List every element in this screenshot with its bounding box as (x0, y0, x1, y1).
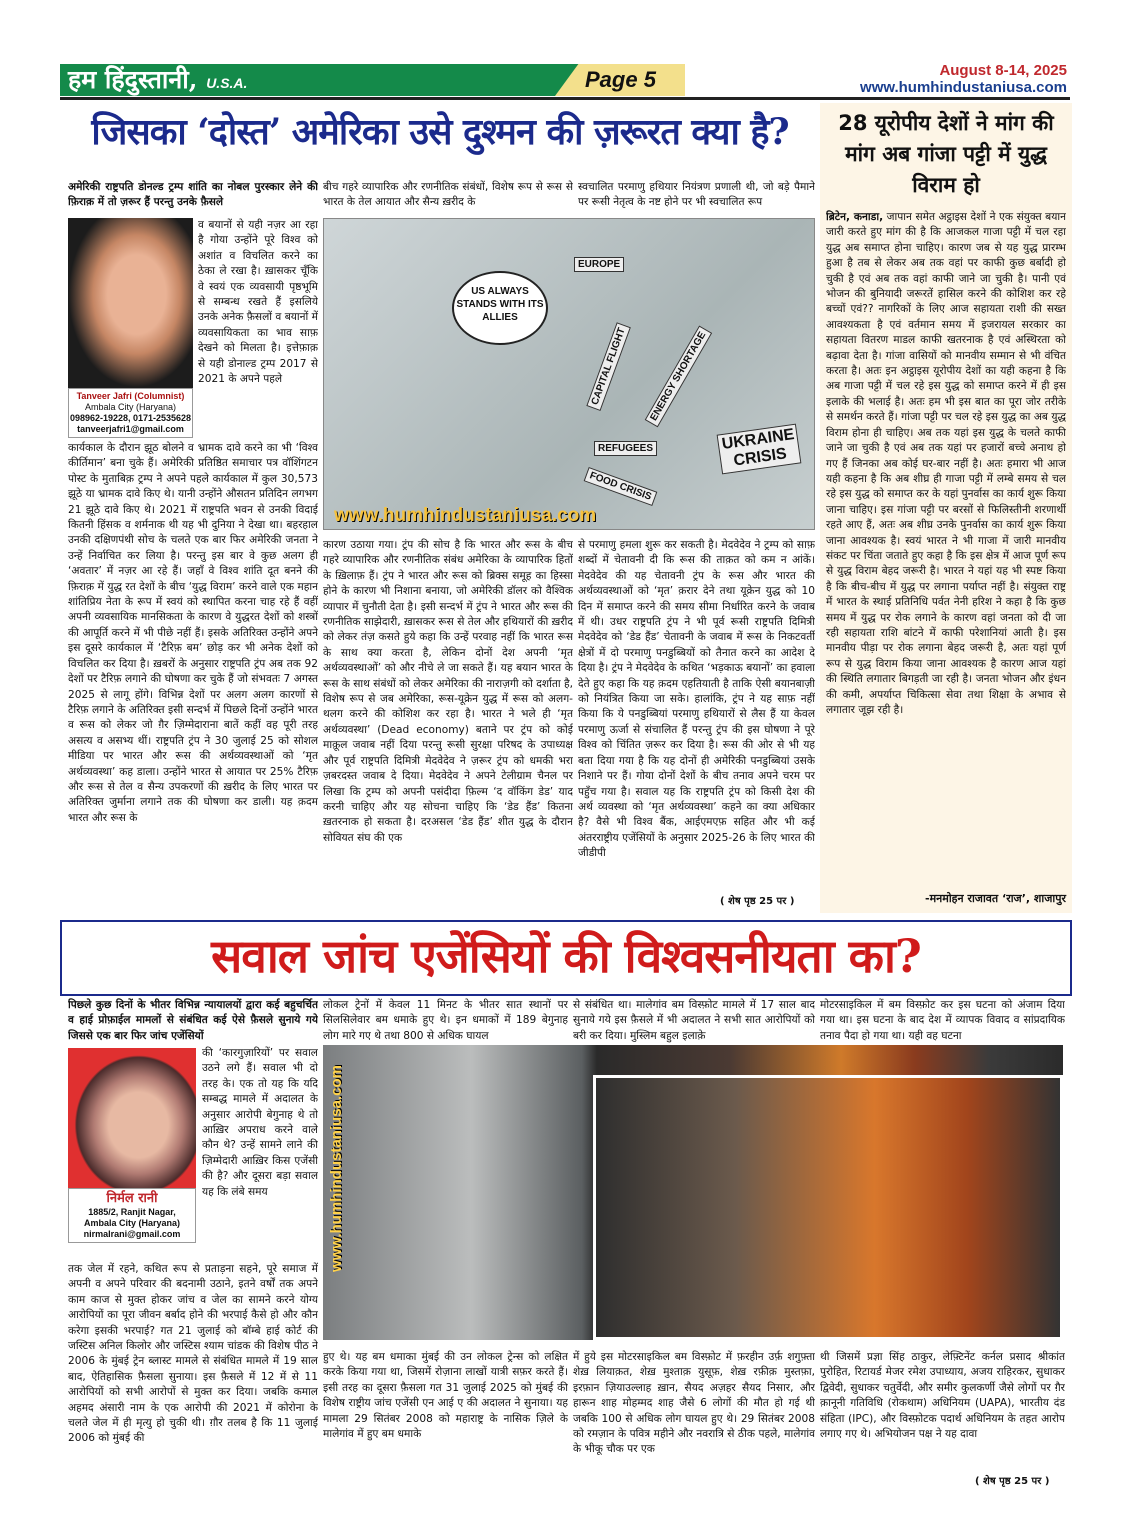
author-caption (68, 388, 193, 438)
author-photo (68, 1048, 196, 1188)
article2-col1-side: की ‘कारगुज़ारियों’ पर सवाल उठने लगे हैं। सवाल भी दो तरह के। एक तो यह कि यदि सम्बद्ध मामले में अदालत के अनुसार आरोपी बेगुनाह थे तो आख़िर अपराध करने वाले कौन थे? उन्हें सामने लाने की ज़िम्मेदारी आख़िर किस एजेंसी की है? और दूसरा बड़ा सवाल यह कि लंबे समय (202, 1047, 318, 1198)
author-name: निर्मल रानी (106, 1191, 158, 1206)
article2-continued: ( शेष पृष्ठ 25 पर ) (975, 1476, 1050, 1487)
author-city: Ambala City (Haryana) (84, 402, 177, 412)
author-email: tanveerjafri1@gmail.com (77, 424, 184, 434)
issue-date: August 8-14, 2025 (939, 62, 1067, 79)
article1-col1-side: व बयानों से यही नज़र आ रहा है गोया उन्होंने पूरे विश्व को अशांत व विचलित करने का ठेका ले रखा है। ख़ासकर चूँकि वे स्वयं एक व्यवसायी पृष्ठभूमि से सम्बन्ध रखते हैं इसलिये उनके अनेक फ़ैसलों व बयानों में व्यवसायिकता का भाव साफ़ देखने को मिलता है। इत्तेफ़ाक़ से यही डोनाल्ड ट्रम्प 2017 से 2021 के अपने पहले (198, 219, 318, 386)
cartoon-label: REFUGEES (594, 441, 657, 456)
article2-col3-top: से संबंधित था। मालेगांव बम विस्फ़ोट मामले में 17 साल बाद सुनाये गये इस फ़ैसले में भी अदालत ने सभी सात आरोपियों को बरी कर दिया। मुस्लिम बहुल इलाक़े (573, 999, 815, 1042)
article1-col1-top: अमेरिकी राष्ट्रपति डोनल्ड ट्रम्प शांति का नोबल पुरस्कार लेने की फ़िराक़ में तो ज़रूर हैं परन्तु उनके फ़ैसले (68, 181, 318, 209)
cartoon-label: ENERGY SHORTAGE (645, 326, 712, 428)
author-address: 1885/2, Ranjit Nagar, (88, 1207, 176, 1217)
newspaper-title: हम हिंदुस्तानी, U.S.A. (68, 65, 248, 94)
cartoon-label: CAPITAL FLIGHT (586, 322, 631, 411)
page-number: Page 5 (585, 67, 656, 92)
sidebar-signature: -मनमोहन राजावत ‘राज’, शाजापुर (925, 892, 1066, 905)
article2-col2-body: हुए थे। यह बम धमाका मुंबई की उन लोकल ट्रेन्स को लक्षित करके किया गया था, जिसमें रोज़ाना लाखों यात्री सफ़र करते हैं। इसी तरह का दूसरा फ़ैसला गत 31 जुलाई 2025 को मुंबई की विशेष राष्ट्रीय जांच एजेंसी एन आई ए की अदालत ने सुनाया। यह मामला 29 सितंबर 2008 को महाराष्ट्र के नासिक ज़िले के मालेगांव में हुए बम धमाके (323, 1351, 568, 1441)
article2-col3-body: में हुये इस मोटरसाइकिल बम विस्फ़ोट में फ़रहीन उर्फ़ शगुफ़्ता शेख़ लियाक़त, शेख़ मुश्ताक़ युसूफ़, शेख़ रफ़ीक़ मुस्तफ़ा, इरफ़ान ज़ियाउल्लाह ख़ान, सैयद अज़हर सैयद निसार, और हारून शाह मोहम्मद शाह जैसे 6 लोगों की मौत हो गई थी जबकि 100 से अधिक लोग घायल हुए थे। 29 सितंबर 2008 को रमज़ान के पवित्र महीने और नवरात्रि से ठीक पहले, मालेगांव के भीकू चौक पर एक (573, 1351, 815, 1456)
author-photo (68, 218, 193, 388)
header-divider (60, 97, 1070, 100)
author-caption (68, 1188, 196, 1243)
author-phone: 098962-19228, 0171-2535628 (69, 413, 192, 423)
website-link[interactable]: www.humhindustaniusa.com (860, 79, 1067, 96)
article1-col1-body: कार्यकाल के दौरान झूठ बोलने व भ्रामक दावे करने का भी ‘विश्व कीर्तिमान’ बना चुके हैं। अमेरिकी प्रतिष्ठित समाचार पत्र वॉशिंगटन पोस्ट के मुताबिक़ ट्रम्प ने अपने पहले कार्यकाल में कुल 30,573 झूठे या भ्रामक दावे किए थे। यानी उन्होंने औसतन प्रतिदिन लगभग 21 झूठे दावे किए थे। 2021 में राष्ट्रपति भवन से उनकी विदाई कितनी हिंसक व शर्मनाक थी यह भी दुनिया ने देखा था। बहरहाल उनकी दक्षिणपंथी सोच के चलते एक बार फिर अमेरिकी जनता ने उन्हें निर्वाचित कर लिया है। परन्तु इस बार वे कुछ अलग ही ‘अवतार’ में नज़र आ रहे हैं। जहाँ वे विश्व शांति दूत बनने की फ़िराक़ में युद्ध रत देशों के बीच ‘युद्ध विराम’ करने वाले एक महान शांतिप्रिय नेता के रूप में स्वयं को स्थापित करना चाह रहे हैं वहीं अपनी व्यवसायिक मानसिकता के कारण वे युद्धरत देशों को शस्त्रों की आपूर्ति करने में भी पीछे नहीं हैं। इसके अतिरिक्त उन्होंने अपने इस दूसरे कार्यकाल में ‘टैरिफ़ बम’ छोड़ कर भी अनेक देशों को विचलित कर दिया है। ख़बरों के अनुसार राष्ट्रपति ट्रंप अब तक 92 देशों पर टैरिफ़ लगाने की घोषणा कर चुके हैं जो संभवतः 7 अगस्त 2025 से लागू होंगे। विभिन्न देशों पर अलग अलग कारणों से टैरिफ़ लगाने के अतिरिक्त इसी सन्दर्भ में पिछले दिनों उन्होंने भारत व रूस को लेकर जो ग़ैर ज़िम्मेदाराना बातें कहीं वह पूरी तरह असत्य व असभ्य थीं। राष्ट्रपति ट्रंप ने 30 जुलाई 25 को सोशल मीडिया पर भारत और रूस की अर्थव्यवस्थाओं को ‘मृत अर्थव्यवस्था’ कह डाला। उन्होंने भारत से आयात पर 25% टैरिफ़ और रूस से तेल व सैन्य उपकरणों की ख़रीद के लिए भारत पर अतिरिक्त जुर्माना लगाने तक की घोषणा कर डाली। यह क़दम भारत और रूस के (68, 442, 318, 824)
article2-headline: सवाल जांच एजेंसियों की विश्वसनीयता का? (211, 929, 921, 983)
author-name: Tanveer Jafri (Columnist) (76, 391, 185, 401)
article2-col2-top: लोकल ट्रेनों में केवल 11 मिनट के भीतर सात स्थानों पर सिलसिलेवार बम धमाके हुए थे। इन धमाकों में 189 बेगुनाह लोग मारे गए थे तथा 800 से अधिक घायल (323, 999, 568, 1042)
article1-col2-top: बीच गहरे व्यापारिक और रणनीतिक संबंधों, विशेष रूप से रूस से भारत के तेल आयात और सैन्य ख़रीद के (323, 181, 573, 209)
article2-col1-top: पिछले कुछ दिनों के भीतर विभिन्न न्यायालयों द्वारा कई बहुचर्चित व हाई प्रोफ़ाईल मामलों से संबंधित कई ऐसे फ़ैसले सुनाये गये जिससे एक बार फिर जांच एजेंसियों (68, 999, 318, 1042)
cartoon-speech-bubble: US ALWAYS STANDS WITH ITS ALLIES (452, 271, 548, 345)
inset-photo (593, 1075, 1063, 1340)
cartoon-watermark: www.humhindustaniusa.com (334, 505, 597, 526)
cartoon-label: UKRAINE CRISIS (717, 424, 802, 475)
article2-col4-body: थी जिसमें प्रज्ञा सिंह ठाकुर, लेफ़्टिनेंट कर्नल प्रसाद श्रीकांत पुरोहित, रिटायर्ड मेजर रमेश उपाध्याय, अजय राहिरकर, सुधाकर द्विवेदी, सुधाकर चतुर्वेदी, और समीर कुलकर्णी जैसे लोगों पर ग़ैर क़ानूनी गतिविधि (रोकथाम) अधिनियम (UAPA), भारतीय दंड संहिता (IPC), और विस्फ़ोटक पदार्थ अधिनियम के तहत आरोप लगाए गए थे। अभियोजन पक्ष ने यह दावा (820, 1351, 1065, 1441)
article1-headline: जिसका ‘दोस्त’ अमेरिका उसे दुश्मन की ज़रूरत क्या है? (91, 111, 789, 153)
political-cartoon (323, 218, 815, 530)
article1-col2-body: कारण उठाया गया। ट्रंप की सोच है कि भारत और रूस के बीच गहरे व्यापारिक और रणनीतिक संबंध अमेरिका के व्यापारिक हितों के ख़िलाफ़ हैं। ट्रंप ने भारत और रूस को ब्रिक्स समूह का हिस्सा होने के कारण भी निशाना बनाया, जो अमेरिकी डॉलर को वैश्विक व्यापार में चुनौती देता है। इसी सन्दर्भ में ट्रंप ने भारत और रूस की रणनीतिक साझेदारी, ख़ासकर रूस से तेल और हथियारों की ख़रीद को लेकर तंज़ कसते हुये कहा कि उन्हें परवाह नहीं कि भारत रूस के साथ क्या करता है, लेकिन दोनों देश अपनी ‘मृत अर्थव्यवस्थाओं’ को और नीचे ले जा सकते हैं। यह बयान भारत के रूस के साथ संबंधों को लेकर अमेरिका की नाराज़गी को दर्शाता है, विशेष रूप से जब अमेरिका, रूस-यूक्रेन युद्ध में रूस को अलग-थलग करने की कोशिश कर रहा है। भारत ने भले ही ‘मृत अर्थव्यवस्था’ (Dead economy) बताने पर ट्रंप को कोई माक़ूल जवाब नहीं दिया परन्तु रूसी सुरक्षा परिषद के उपाध्यक्ष और पूर्व राष्ट्रपति दिमित्री मेदवेदेव ने ज़रूर ट्रंप को धमकी भरा ज़बरदस्त जवाब दे दिया। मेदवेदेव ने अपने टेलीग्राम चैनल पर लिखा कि ट्रम्प को अपनी पसंदीदा फ़िल्म ‘द वॉकिंग डेड’ याद करनी चाहिए और यह सोचना चाहिए कि ‘डेड हैंड’ कितना ख़तरनाक हो सकता है। दरअसल ‘डेड हैंड’ शीत युद्ध के दौरान सोवियत संघ की एक (323, 539, 573, 844)
article1-continued: ( शेष पृष्ठ 25 पर ) (720, 896, 795, 907)
article1-col3-top: स्वचालित परमाणु हथियार नियंत्रण प्रणाली थी, जो बड़े पैमाने पर रूसी नेतृत्व के नष्ट होने पर भी स्वचालित रूप (578, 181, 815, 209)
sidebar-headline: 28 यूरोपीय देशों ने मांग की मांग अब गांजा पट्टी में युद्ध विराम हो (838, 111, 1054, 197)
photo-watermark: www.humhindustaniusa.com (328, 1065, 345, 1272)
blast-news-photo (323, 1045, 1063, 1340)
article2-col1-body: तक जेल में रहने, कथित रूप से प्रताड़ना सहने, पूरे समाज में अपनी व अपने परिवार की बदनामी उठाने, इतने वर्षों तक अपने काम काज से मुक्त होकर जांच व जेल का सामने करने योग्य आरोपियों का पूरा जीवन बर्बाद होने की भरपाई कैसे हो और कौन करेगा इसकी भरपाई? गत 21 जुलाई को बॉम्बे हाई कोर्ट की जस्टिस अनिल किलोर और जस्टिस श्याम चांडक की विशेष पीठ ने 2006 के मुंबई ट्रेन ब्लास्ट मामले से संबंधित मामले में 19 साल बाद, ऐतिहासिक फ़ैसला सुनाया। इस फ़ैसले में 12 में से 11 आरोपियों को सभी आरोपों से मुक्त कर दिया। जबकि कमाल अहमद अंसारी नाम के एक आरोपी की 2021 में कोरोना के चलते जेल में ही मृत्यु हो चुकी थी। ग़ौर तलब है कि 11 जुलाई 2006 को मुंबई की (68, 1263, 318, 1445)
article2-col4-top: मोटरसाइकिल में बम विस्फ़ोट कर इस घटना को अंजाम दिया गया था। इस घटना के बाद देश में व्यापक विवाद व सांप्रदायिक तनाव पैदा हो गया था। यही वह घटना (820, 999, 1065, 1042)
author-city: Ambala City (Haryana) (83, 1218, 181, 1228)
sidebar-body: ब्रिटेन, कनाडा, जापान समेत अट्ठाइस देशों ने एक संयुक्त बयान जारी करते हुए मांग की है कि आजकल गाजा पट्टी में चल रहा युद्ध अब समाप्त होना चाहिए। कारण जब से यह युद्ध प्रारम्भ हुआ है तब से लेकर अब तक वहां पर काफी कुछ बर्बादी हो चुकी है एवं अब तक वहां काफी जाने जा चुकी है। पानी एवं भोजन की बुनियादी जरूरतें हासिल करने की कोशिश कर रहे बच्चों एवं?? नागरिकों के लिए आज सहायता राशी की सख्त आवश्यकता है एवं वर्तमान समय में इजरायल सरकार का सहायता वितरण माडल काफी खतरनाक है एवं अस्थिरता को बढ़ावा देता है। गांजा वासियों को मानवीय सम्मान से भी वंचित करता है। अतः इन अट्ठाइस यूरोपीय देशों का यही कहना है कि अब गाजा पट्टी में चल रहे इस युद्ध को समाप्त करने में ही इस इलाके की भलाई है। अतः हम भी इस बात का पूरा जोर तरीके से समर्थन करते हैं। गांजा पट्टी पर चल रहे इस युद्ध का अब युद्ध विराम होना ही चाहिए। अब तक यहां इस युद्ध के चलते काफी जाने जा चुकी है एवं अब तक यहां पर हजारों बच्चे अनाथ हो गए हैं जिनका अब कोई घर-बार नहीं है। अतः हमारा भी आज यही कहना है कि अब शीघ्र ही गाजा पट्टी में लम्बे समय से चल रहे इस युद्ध को समाप्त कर के यहां पुनर्वास का कार्य शुरू किया जाना चाहिए। इस गांजा पट्टी पर बरसों से फिलिस्तीनी शरणार्थी रहते आए हैं, अतः अब शीघ्र उनके पुनर्वास का कार्य शुरू किया जाना आवश्यक है। स्वयं भारत ने भी गाजा में जारी मानवीय संकट पर चिंता जताते हुए कहा है कि इस क्षेत्र में आज पूर्ण रूप से युद्ध विराम बेहद जरूरी है। भारत ने यहां यह भी स्पष्ट किया है कि बीच-बीच में युद्ध पर लगाना पर्याप्त नहीं है। संयुक्त राष्ट्र में भारत के स्थाई प्रतिनिधि पर्वत नेनी हरिश ने कहा है कि कुछ समय में युद्ध पर रोक लगाने के कारण वहां जनता को दी जा रही सहायता राशि बांटने में काफी परेशानियां आती है। इस मानवीय पीड़ा पर रोक लगाना बेहद जरूरी है, अतः यहां पूर्ण रूप से युद्ध विराम किया जाना आवश्यक है कारण आज यहां की स्थिति लगातार बिगड़ती जा रही है। जनता भोजन और इंधन की कमी, अपर्याप्त चिकित्सा सेवा तथा शिक्षा के अभाव से लगातार जूझ रही है। (826, 211, 1066, 716)
article1-col3-body: से परमाणु हमला शुरू कर सकती है। मेदवेदेव ने ट्रम्प को साफ़ शब्दों में चेतावनी दी कि रूस की ताक़त को कम न आंकें। मेदवेदेव की यह चेतावनी ट्रंप के रूस और भारत की अर्थव्यवस्थाओं को ‘मृत’ क़रार देने तथा यूक्रेन युद्ध को 10 दिन में समाप्त करने की समय सीमा निर्धारित करने के जवाब में थी। उधर राष्ट्रपति ट्रंप ने भी पूर्व रूसी राष्ट्रपति दिमित्री मेदवेदेव को ‘डेड हैंड’ चेतावनी के जवाब में रूस के निकटवर्ती क्षेत्रों में दो परमाणु पनडुब्बियों को तैनात करने का आदेश दे दिया है। ट्रंप ने मेदवेदेव के कथित ‘भड़काऊ बयानों’ का हवाला देते हुए कहा कि यह क़दम एहतियाती है ताकि ऐसी बयानबाज़ी को नियंत्रित किया जा सके। हालांकि, ट्रंप ने यह साफ़ नहीं किया कि ये पनडुब्बियां परमाणु हथियारों से लैस हैं या केवल परमाणु ऊर्जा से संचालित हैं परन्तु ट्रंप की इस घोषणा ने पूरे विश्व को चिंतित ज़रूर कर दिया है। रूस की ओर से भी यह बता दिया गया है कि यह दोनों ही अमेरिकी पनडुब्बियां उसके निशाने पर हैं। गोया दोनों देशों के बीच तनाव अपने चरम पर पहुँच गया है। सवाल यह कि राष्ट्रपति ट्रंप को किसी देश की अर्थ व्यवस्था को ‘मृत अर्थव्यवस्था’ कहने का क्या अधिकार है? वैसे भी विश्व बैंक, आईएमएफ़ सहित और भी कई अंतरराष्ट्रीय एजेंसियों के अनुसार 2025-26 के लिए भारत की जीडीपी (578, 539, 815, 860)
cartoon-label: FOOD CRISIS (584, 467, 658, 506)
cartoon-label: EUROPE (574, 257, 624, 272)
author-email: nirmalrani@gmail.com (83, 1229, 181, 1239)
